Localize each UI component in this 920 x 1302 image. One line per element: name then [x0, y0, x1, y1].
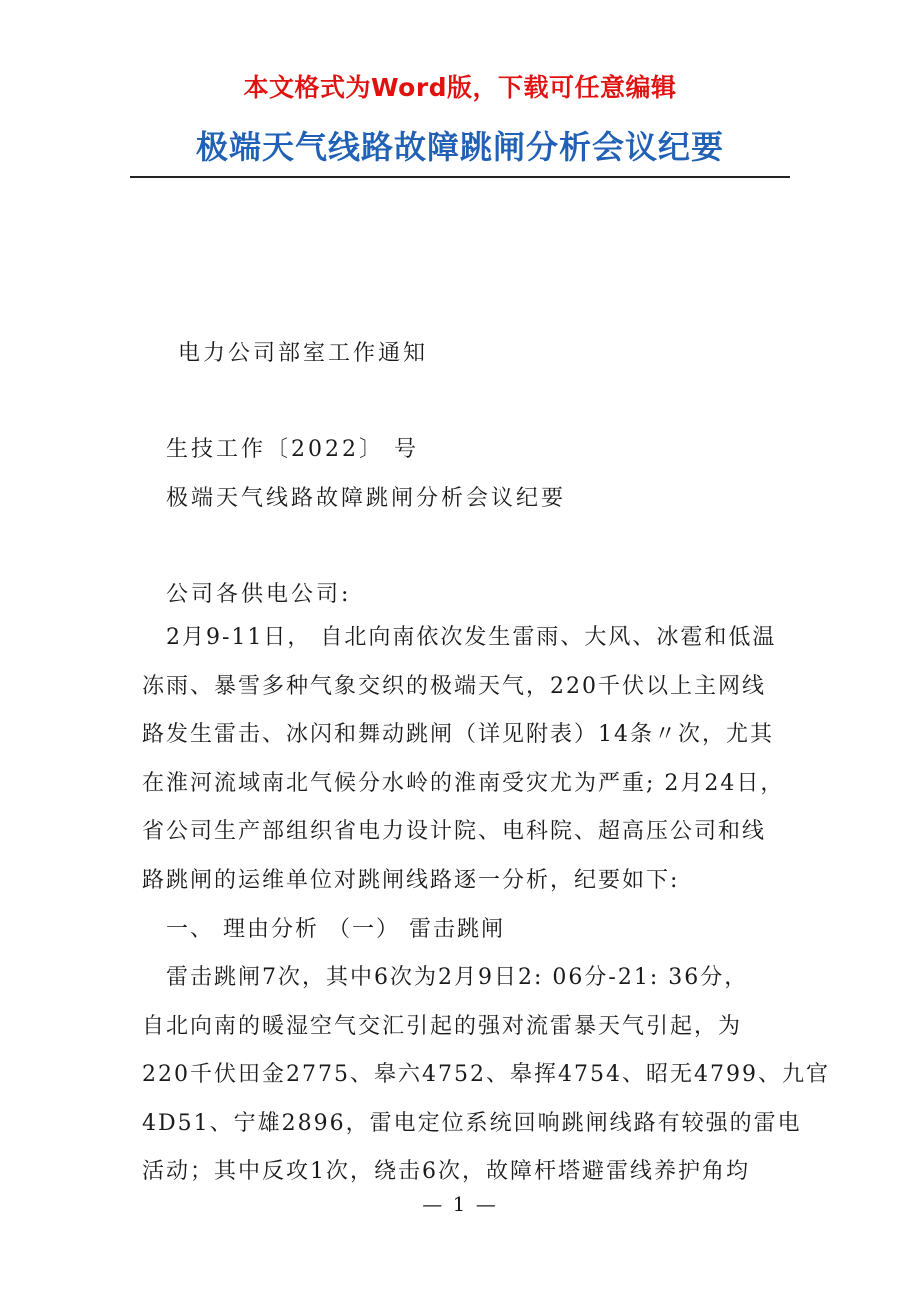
document-title: 极端天气线路故障跳闸分析会议纪要	[195, 128, 724, 166]
format-notice-banner: 本文格式为Word版，下载可任意编辑	[243, 73, 677, 102]
paragraph-line: 在淮河流域南北气候分水岭的淮南受灾尤为严重; 2月24日，	[142, 770, 785, 796]
subject-line: 极端天气线路故障跳闸分析会议纪要	[166, 486, 567, 511]
paragraph-line: 雷击跳闸7次，其中6次为2月9日2: 06分-21: 36分，	[166, 965, 749, 990]
paragraph-line: 220千伏田金2775、皋六4752、皋挥4754、昭无4799、九官	[142, 1062, 830, 1087]
org-line: 电力公司部室工作通知	[178, 341, 429, 366]
paragraph-line: 2月9-11日， 自北向南依次发生雷雨、大风、冰雹和低温	[166, 625, 777, 650]
paragraph-line: 冻雨、暴雪多种气象交织的极端天气，220千伏以上主网线	[142, 673, 766, 699]
paragraph-intro	[142, 614, 792, 905]
doc-number-line: 生技工作〔2022〕 号	[166, 437, 419, 462]
paragraph-line: 4D51、宁雄2896，雷电定位系统回响跳闸线路有较强的雷电	[142, 1110, 802, 1136]
section-heading	[142, 906, 792, 955]
paragraph-line: 路跳闸的运维单位对跳闸线路逐一分析，纪要如下:	[142, 867, 680, 893]
paragraph-line: 自北向南的暖湿空气交汇引起的强对流雷暴天气引起，为	[142, 1013, 743, 1039]
title-divider	[130, 176, 790, 178]
paragraph-lightning	[142, 954, 830, 1197]
paragraph-line: 路发生雷击、冰闪和舞动跳闸（详见附表）14条〃次，尤其	[142, 722, 774, 747]
paragraph-line: 活动；其中反攻1次，绕击6次，故障杆塔避雷线养护角均	[142, 1159, 750, 1184]
paragraph-line: 省公司生产部组织省电力设计院、电科院、超高压公司和线	[142, 819, 767, 844]
salutation-line: 公司各供电公司:	[166, 582, 352, 607]
page-number: — 1 —	[422, 1192, 498, 1216]
section-heading-text: 一、 理由分析 （一） 雷击跳闸	[166, 917, 505, 942]
